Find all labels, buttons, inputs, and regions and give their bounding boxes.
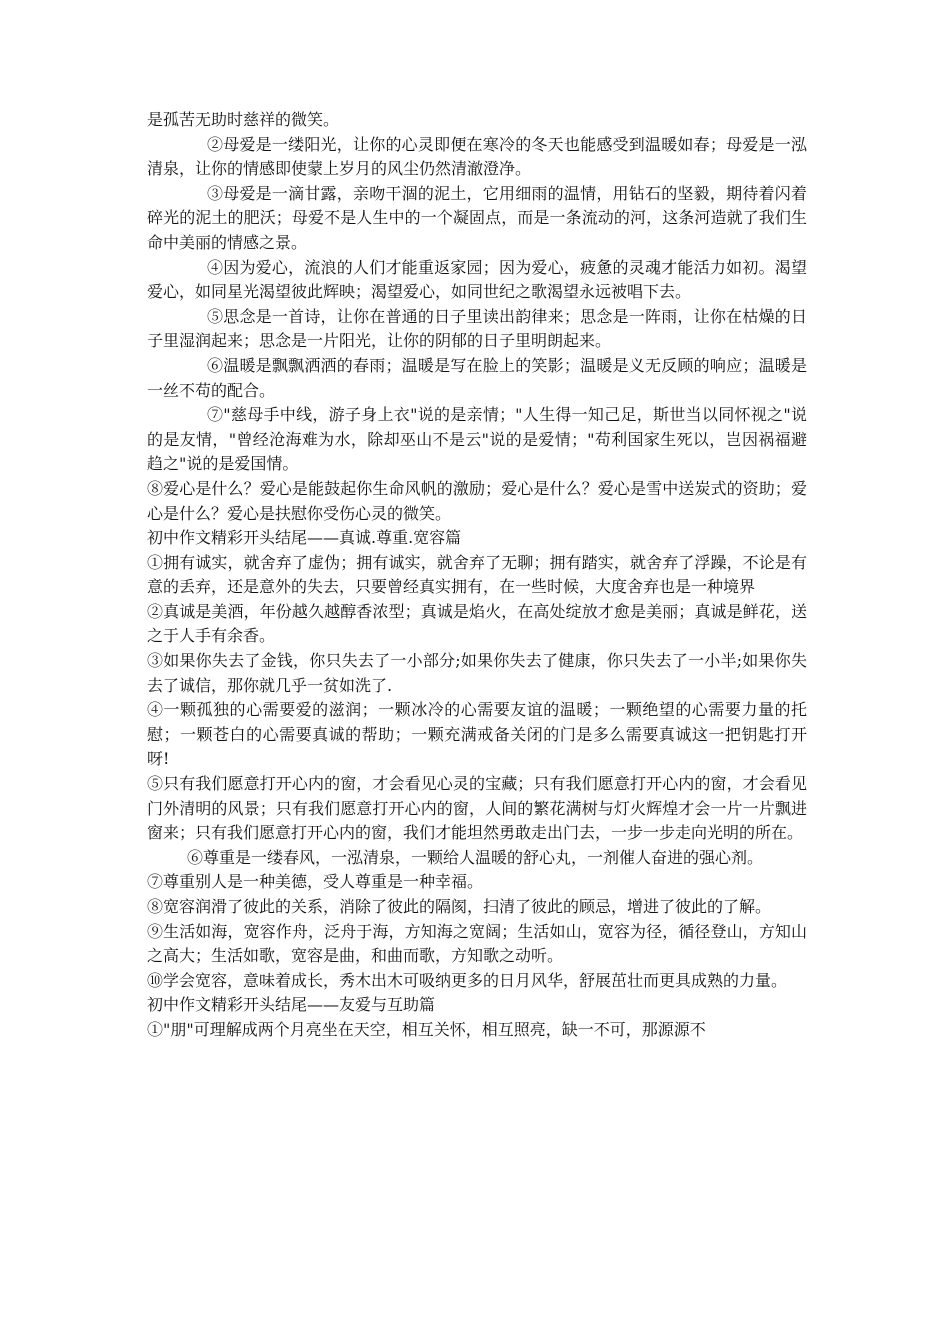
- paragraph-respect-7: ⑦尊重别人是一种美德，受人尊重是一种幸福。: [147, 872, 484, 892]
- paragraph-honesty-1: ①拥有诚实，就舍弃了虚伪；拥有诚实，就舍弃了无聊；拥有踏实，就舍弃了浮躁，不论是有意的丢弃，还是意外的失去，只要曾经真实拥有，在一些时候，大度舍弃也是一种境界: [147, 552, 807, 597]
- paragraph-love-4: ④因为爱心，流浪的人们才能重返家园；因为爱心，疲惫的灵魂才能活力如初。渴望爱心，如同星光渴望彼此辉映；渴望爱心，如同世纪之歌渴望永远被唱下去。: [147, 257, 807, 302]
- document-page: [147, 108, 807, 1043]
- paragraph-feelings-7: ⑦"慈母手中线，游子身上衣"说的是亲情；"人生得一知己足，斯世当以同怀视之"说的是友情，"曾经沧海难为水，除却巫山不是云"说的是爱情；"苟利国家生死以，岂因祸福避趋之"说的是爱国情。: [147, 405, 807, 474]
- paragraph-mother-love-3: ③母爱是一滴甘露，亲吻干涸的泥土，它用细雨的温情，用钻石的坚毅，期待着闪着碎光的泥土的肥沃；母爱不是人生中的一个凝固点，而是一条流动的河，这条河造就了我们生命中美丽的情感之景。: [147, 183, 807, 252]
- paragraph-tolerance-10: ⑩学会宽容，意味着成长，秀木出木可吸纳更多的日月风华，舒展茁壮而更具成熟的力量。: [147, 970, 788, 990]
- paragraph-warmth-6: ⑥温暖是飘飘洒洒的春雨；温暖是写在脸上的笑影；温暖是义无反顾的响应；温暖是一丝不苟的配合。: [147, 355, 807, 400]
- paragraph-tolerance-8: ⑧宽容润滑了彼此的关系，消除了彼此的隔阂，扫清了彼此的顾忌，增进了彼此的了解。: [147, 897, 772, 916]
- paragraph-tolerance-9: ⑨生活如海，宽容作舟，泛舟于海，方知海之宽阔；生活如山，宽容为径，循径登山，方知山之高大；生活如歌，宽容是曲，和曲而歌，方知歌之动听。: [147, 921, 807, 966]
- paragraph-integrity-3: ③如果你失去了金钱，你只失去了一小部分;如果你失去了健康，你只失去了一小半;如果你失去了诚信，那你就几乎一贫如洗了.: [147, 651, 807, 695]
- paragraph-friend-1: ①"朋"可理解成两个月亮坐在天空，相互关怀，相互照亮，缺一不可，那源源不: [147, 1019, 706, 1039]
- section-heading-sincerity: 初中作文精彩开头结尾——真诚.尊重.宽容篇: [147, 528, 462, 548]
- paragraph-mother-love-2: ②母爱是一缕阳光，让你的心灵即便在寒冷的冬天也能感受到温暖如春；母爱是一泓清泉，让你的情感即使蒙上岁月的风尘仍然清澈澄净。: [147, 134, 807, 179]
- paragraph-heart-4: ④一颗孤独的心需要爱的滋润；一颗冰冷的心需要友谊的温暖；一颗绝望的心需要力量的托慰；一颗苍白的心需要真诚的帮助；一颗充满戒备关闭的门是多么需要真诚这一把钥匙打开呀!: [147, 700, 807, 769]
- section-heading-friendship: 初中作文精彩开头结尾——友爱与互助篇: [147, 995, 436, 1015]
- paragraph-continuation: 是孤苦无助时慈祥的微笑。: [147, 110, 340, 129]
- paragraph-sincerity-2: ②真诚是美酒，年份越久越醇香浓型；真诚是焰火，在高处绽放才愈是美丽；真诚是鲜花，送之于人手有余香。: [147, 601, 807, 646]
- paragraph-respect-6: ⑥尊重是一缕春风，一泓清泉，一颗给人温暖的舒心丸，一剂催人奋进的强心剂。: [187, 847, 764, 867]
- paragraph-missing-5: ⑤思念是一首诗，让你在普通的日子里读出韵律来；思念是一阵雨，让你在枯燥的日子里湿润起来；思念是一片阳光，让你的阴郁的日子里明朗起来。: [147, 306, 807, 351]
- paragraph-love-8: ⑧爱心是什么？爱心是能鼓起你生命风帆的激励；爱心是什么？爱心是雪中送炭式的资助；爱心是什么？爱心是扶慰你受伤心灵的微笑。: [147, 478, 807, 523]
- paragraph-window-5: ⑤只有我们愿意打开心内的窗，才会看见心灵的宝藏；只有我们愿意打开心内的窗，才会看见门外清明的风景；只有我们愿意打开心内的窗，人间的繁花满树与灯火辉煌才会一片一片飘进窗来；只有我们愿意打开心内的窗，我们才能坦然勇敢走出门去，一步一步走向光明的所在。: [147, 774, 807, 843]
